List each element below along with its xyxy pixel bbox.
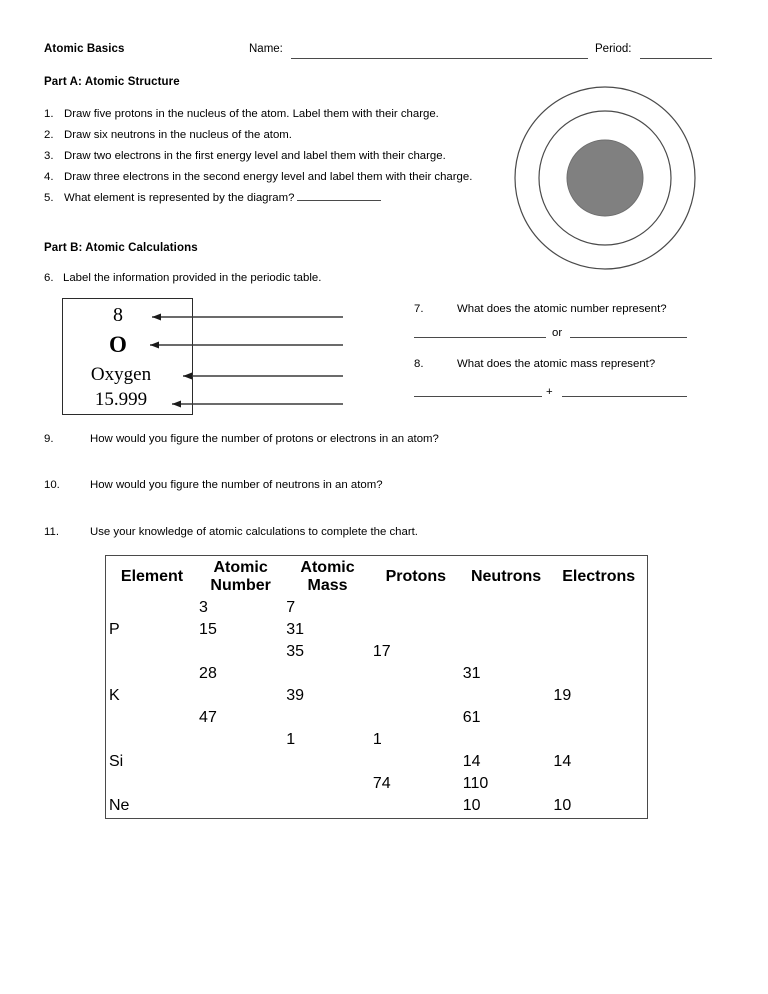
list-item [44, 191, 504, 206]
question-text: Draw two electrons in the first energy level and label them with their charge. [64, 150, 446, 162]
column-header-electrons [552, 558, 645, 596]
question-number: 2. [44, 129, 54, 141]
column-header-neutrons [462, 558, 551, 596]
name-blank-field[interactable] [291, 58, 588, 59]
question-text: How would you figure the number of neutrons in an atom? [90, 479, 383, 491]
cell-neutrons[interactable] [462, 686, 551, 706]
question-6 [44, 272, 321, 284]
question-text: Draw six neutrons in the nucleus of the atom. [64, 129, 292, 141]
header-line: Electrons [562, 568, 636, 585]
cell-protons[interactable] [372, 620, 460, 640]
cell-atomic-number[interactable] [198, 730, 283, 750]
cell-element[interactable]: Si [109, 753, 124, 770]
cell-electrons[interactable] [552, 664, 645, 684]
arrow-to-atomic-number [152, 314, 343, 321]
cell-electrons[interactable]: 14 [553, 753, 572, 770]
cell-neutrons[interactable] [462, 642, 551, 662]
table-row [108, 752, 645, 772]
cell-element[interactable] [108, 774, 196, 794]
header-line: Atomic [213, 559, 268, 576]
table-header-row [108, 558, 645, 596]
cell-electrons[interactable] [552, 598, 645, 618]
cell-protons[interactable]: 17 [372, 643, 391, 660]
list-item [44, 149, 504, 164]
cell-element[interactable] [108, 730, 196, 750]
table-row [108, 796, 645, 816]
question-8 [414, 358, 694, 375]
question-number: 4. [44, 171, 54, 183]
q8-connector-plus: + [546, 386, 553, 398]
table-row [108, 598, 645, 618]
column-header-element [108, 558, 196, 596]
q8-answer-blank-2[interactable] [562, 396, 687, 397]
table-row [108, 730, 645, 750]
cell-atomic-mass[interactable] [285, 664, 370, 684]
right-question-block [414, 303, 694, 398]
cell-protons[interactable] [372, 752, 460, 772]
header-line: Mass [307, 577, 348, 594]
question-number: 9. [44, 433, 54, 445]
element-symbol: O [109, 332, 127, 357]
question-text: Use your knowledge of atomic calculations to complete the chart. [90, 526, 418, 538]
question-number: 3. [44, 150, 54, 162]
element-answer-blank[interactable] [297, 191, 381, 201]
cell-element[interactable] [108, 598, 196, 618]
element-atomic-number: 8 [113, 304, 123, 326]
cell-atomic-number[interactable] [198, 796, 283, 816]
table-row [108, 686, 645, 706]
element-name: Oxygen [90, 364, 152, 385]
cell-neutrons[interactable] [462, 620, 551, 640]
periodic-table-element-area [62, 298, 362, 418]
question-7 [414, 303, 694, 320]
table-row [108, 774, 645, 794]
question-text: What element is represented by the diagram? [64, 192, 295, 204]
table-row [108, 620, 645, 640]
cell-atomic-mass[interactable]: 31 [286, 621, 304, 638]
cell-electrons[interactable]: 19 [553, 687, 572, 704]
part-a-question-list [44, 107, 504, 212]
q7-answer-blank-2[interactable] [570, 337, 687, 338]
question-text: Draw three electrons in the second energy level and label them with their charge. [64, 171, 473, 183]
cell-neutrons[interactable]: 31 [462, 665, 481, 682]
question-number: 10. [44, 479, 60, 491]
question-number: 5. [44, 192, 54, 204]
period-blank-field[interactable] [640, 58, 712, 59]
cell-atomic-number[interactable] [198, 752, 283, 772]
cell-electrons[interactable]: 10 [553, 797, 572, 814]
q7-connector-or: or [552, 327, 563, 339]
cell-protons[interactable] [372, 686, 460, 706]
cell-protons[interactable] [372, 708, 460, 728]
cell-atomic-number[interactable]: 3 [199, 599, 208, 616]
table-row [108, 708, 645, 728]
element-atomic-mass: 15.999 [94, 389, 148, 410]
cell-electrons[interactable] [552, 620, 645, 640]
name-label: Name: [249, 43, 283, 55]
question-text: What does the atomic number represent? [457, 303, 667, 315]
cell-neutrons[interactable]: 14 [462, 753, 481, 770]
column-header-atomic-number [198, 558, 283, 596]
cell-element[interactable] [108, 708, 196, 728]
list-item [44, 107, 504, 122]
cell-atomic-mass[interactable]: 1 [286, 731, 296, 748]
question-number: 6. [44, 272, 54, 284]
cell-neutrons[interactable]: 110 [462, 775, 489, 792]
cell-element[interactable] [108, 664, 196, 684]
question-9 [44, 433, 544, 449]
cell-neutrons[interactable]: 10 [462, 797, 481, 814]
cell-neutrons[interactable] [462, 730, 551, 750]
cell-neutrons[interactable]: 61 [462, 709, 481, 726]
part-a-heading: Part A: Atomic Structure [44, 76, 180, 88]
cell-atomic-number[interactable]: 47 [199, 709, 217, 726]
cell-protons[interactable] [372, 796, 460, 816]
bohr-model-atom-diagram [513, 84, 698, 272]
question-number: 11. [44, 526, 59, 538]
arrow-to-atomic-mass [172, 401, 343, 408]
header-line: Number [210, 577, 271, 594]
header-line: Atomic [300, 559, 355, 576]
question-number: 7. [414, 303, 424, 315]
column-header-protons [372, 558, 460, 596]
table-body [108, 598, 645, 816]
header-line: Neutrons [470, 568, 542, 585]
cell-atomic-mass[interactable]: 7 [286, 599, 296, 616]
cell-atomic-mass[interactable] [285, 774, 370, 794]
nucleus-circle [567, 140, 643, 216]
question-text: How would you figure the number of protons or electrons in an atom? [90, 433, 439, 445]
atomic-calculations-table [106, 556, 647, 818]
list-item [44, 128, 504, 143]
cell-atomic-number[interactable]: 15 [199, 621, 217, 638]
question-10 [44, 479, 544, 495]
label-arrows-group [62, 298, 362, 418]
cell-element[interactable]: P [109, 621, 120, 638]
cell-element[interactable]: K [109, 687, 120, 704]
cell-atomic-mass[interactable]: 35 [286, 643, 304, 660]
cell-atomic-number[interactable] [198, 642, 283, 662]
q8-answer-blank-1[interactable] [414, 396, 542, 397]
question-number: 1. [44, 108, 54, 120]
cell-atomic-number[interactable] [198, 686, 283, 706]
worksheet-header [44, 43, 684, 61]
cell-element[interactable] [108, 642, 196, 662]
cell-electrons[interactable] [552, 708, 645, 728]
arrow-to-element-name [183, 373, 343, 380]
question-number: 8. [414, 358, 424, 370]
table-row [108, 664, 645, 684]
header-line: Element [120, 568, 184, 585]
cell-element[interactable]: Ne [109, 797, 130, 814]
cell-protons[interactable] [372, 664, 460, 684]
page-title: Atomic Basics [44, 43, 125, 55]
arrow-to-element-symbol [150, 342, 343, 349]
q7-answer-blank-1[interactable] [414, 337, 546, 338]
cell-atomic-mass[interactable] [285, 752, 370, 772]
cell-electrons[interactable] [552, 774, 645, 794]
period-label: Period: [595, 43, 632, 55]
list-item [44, 170, 504, 185]
cell-atomic-mass[interactable] [285, 708, 370, 728]
cell-neutrons[interactable] [462, 598, 551, 618]
question-11 [44, 526, 544, 542]
cell-atomic-mass[interactable] [285, 796, 370, 816]
question-text: Label the information provided in the periodic table. [63, 272, 322, 284]
header-line: Protons [385, 568, 447, 585]
cell-electrons[interactable] [552, 642, 645, 662]
cell-electrons[interactable] [552, 730, 645, 750]
cell-atomic-number[interactable]: 28 [199, 665, 217, 682]
cell-protons[interactable]: 74 [372, 775, 391, 792]
atomic-calculations-table-wrapper [105, 555, 648, 819]
question-text: Draw five protons in the nucleus of the atom. Label them with their charge. [64, 108, 439, 120]
cell-protons[interactable] [372, 598, 460, 618]
cell-atomic-number[interactable] [198, 774, 283, 794]
column-header-atomic-mass [285, 558, 370, 596]
table-row [108, 642, 645, 662]
part-b-heading: Part B: Atomic Calculations [44, 242, 198, 254]
cell-atomic-mass[interactable]: 39 [286, 687, 304, 704]
cell-protons[interactable]: 1 [372, 731, 382, 748]
question-text: What does the atomic mass represent? [457, 358, 656, 370]
